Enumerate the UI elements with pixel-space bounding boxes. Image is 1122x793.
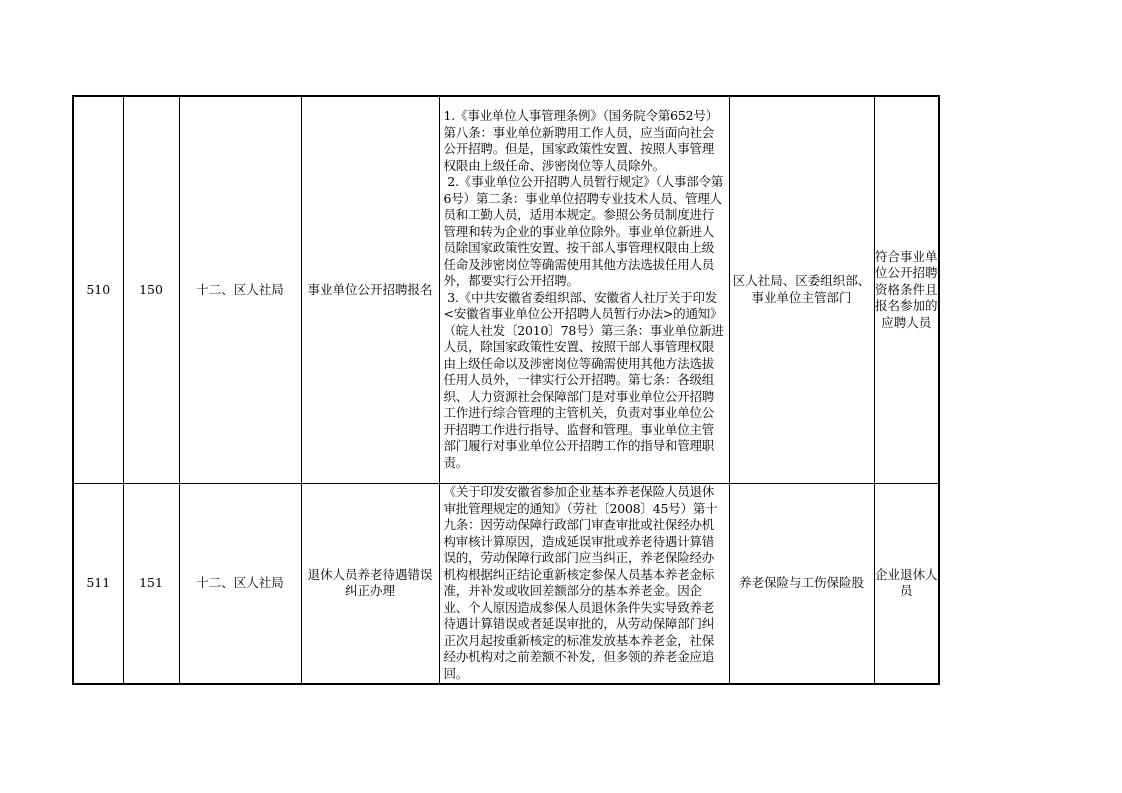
sequence-number-cell: 510: [73, 96, 123, 483]
item-number-cell: 150: [123, 96, 179, 483]
service-target-cell: 符合事业单位公开招聘资格条件且报名参加的应聘人员: [874, 96, 939, 483]
responsible-department-cell: 养老保险与工伤保险股: [729, 483, 874, 684]
unit-cell: 十二、区人社局: [179, 483, 301, 684]
legal-basis-cell: [439, 96, 729, 483]
item-number-cell: 151: [123, 483, 179, 684]
sequence-number-cell: 511: [73, 483, 123, 684]
unit-cell: 十二、区人社局: [179, 96, 301, 483]
item-name-cell: 事业单位公开招聘报名: [301, 96, 439, 483]
legal-basis-paragraph: 《关于印发安徽省参加企业基本养老保险人员退休审批管理规定的通知》（劳社〔2008〕45号）第十九条：因劳动保障行政部门审查审批或社保经办机构审核计算原因，造成延误审批或养老待遇计算错误的，劳动保障行政部门应当纠正，养老保险经办机构根据纠正结论重新核定参保人员基本养老金标准，并补发或收回差额部分的基本养老金。因企业、个人原因造成参保人员退休条件失实导致养老待遇计算错误或者延误审批的，从劳动保障部门纠正次月起按重新核定的标准发放基本养老金，社保经办机构对之前差额不补发，但多领的养老金应追回。: [443, 484, 718, 681]
table-row: [73, 96, 939, 483]
service-items-table: [72, 95, 940, 685]
item-name-cell: 退休人员养老待遇错误纠正办理: [301, 483, 439, 684]
legal-basis-cell: [439, 483, 729, 684]
legal-basis-paragraph: 3.《中共安徽省委组织部、安徽省人社厅关于印发<安徽省事业单位公开招聘人员暂行办法>的通知》（皖人社发〔2010〕78号）第三条：事业单位新进人员，除国家政策性安置、按照干部人事管理权限由上级任命以及涉密岗位等确需使用其他方法选拔任用人员外，一律实行公开招聘。第七条：各级组织、人力资源社会保障部门是对事业单位公开招聘工作进行综合管理的主管机关，负责对事业单位公开招聘工作进行指导、监督和管理。事业单位主管部门履行对事业单位公开招聘工作的指导和管理职责。: [443, 289, 724, 470]
legal-basis-paragraph: 2.《事业单位公开招聘人员暂行规定》（人事部令第6号）第二条：事业单位招聘专业技术人员、管理人员和工勤人员，适用本规定。参照公务员制度进行管理和转为企业的事业单位除外。事业单位新进人员除国家政策性安置、按干部人事管理权限由上级任命及涉密岗位等确需使用其他方法选拔任用人员外，都要实行公开招聘。: [443, 174, 724, 289]
service-target-cell: 企业退休人员: [874, 483, 939, 684]
legal-basis-paragraph: 1.《事业单位人事管理条例》（国务院令第652号）第八条：事业单位新聘用工作人员，应当面向社会公开招聘。但是，国家政策性安置、按照人事管理权限由上级任命、涉密岗位等人员除外。: [443, 108, 719, 173]
table-row: [73, 483, 939, 684]
responsible-department-cell: 区人社局、区委组织部、事业单位主管部门: [729, 96, 874, 483]
